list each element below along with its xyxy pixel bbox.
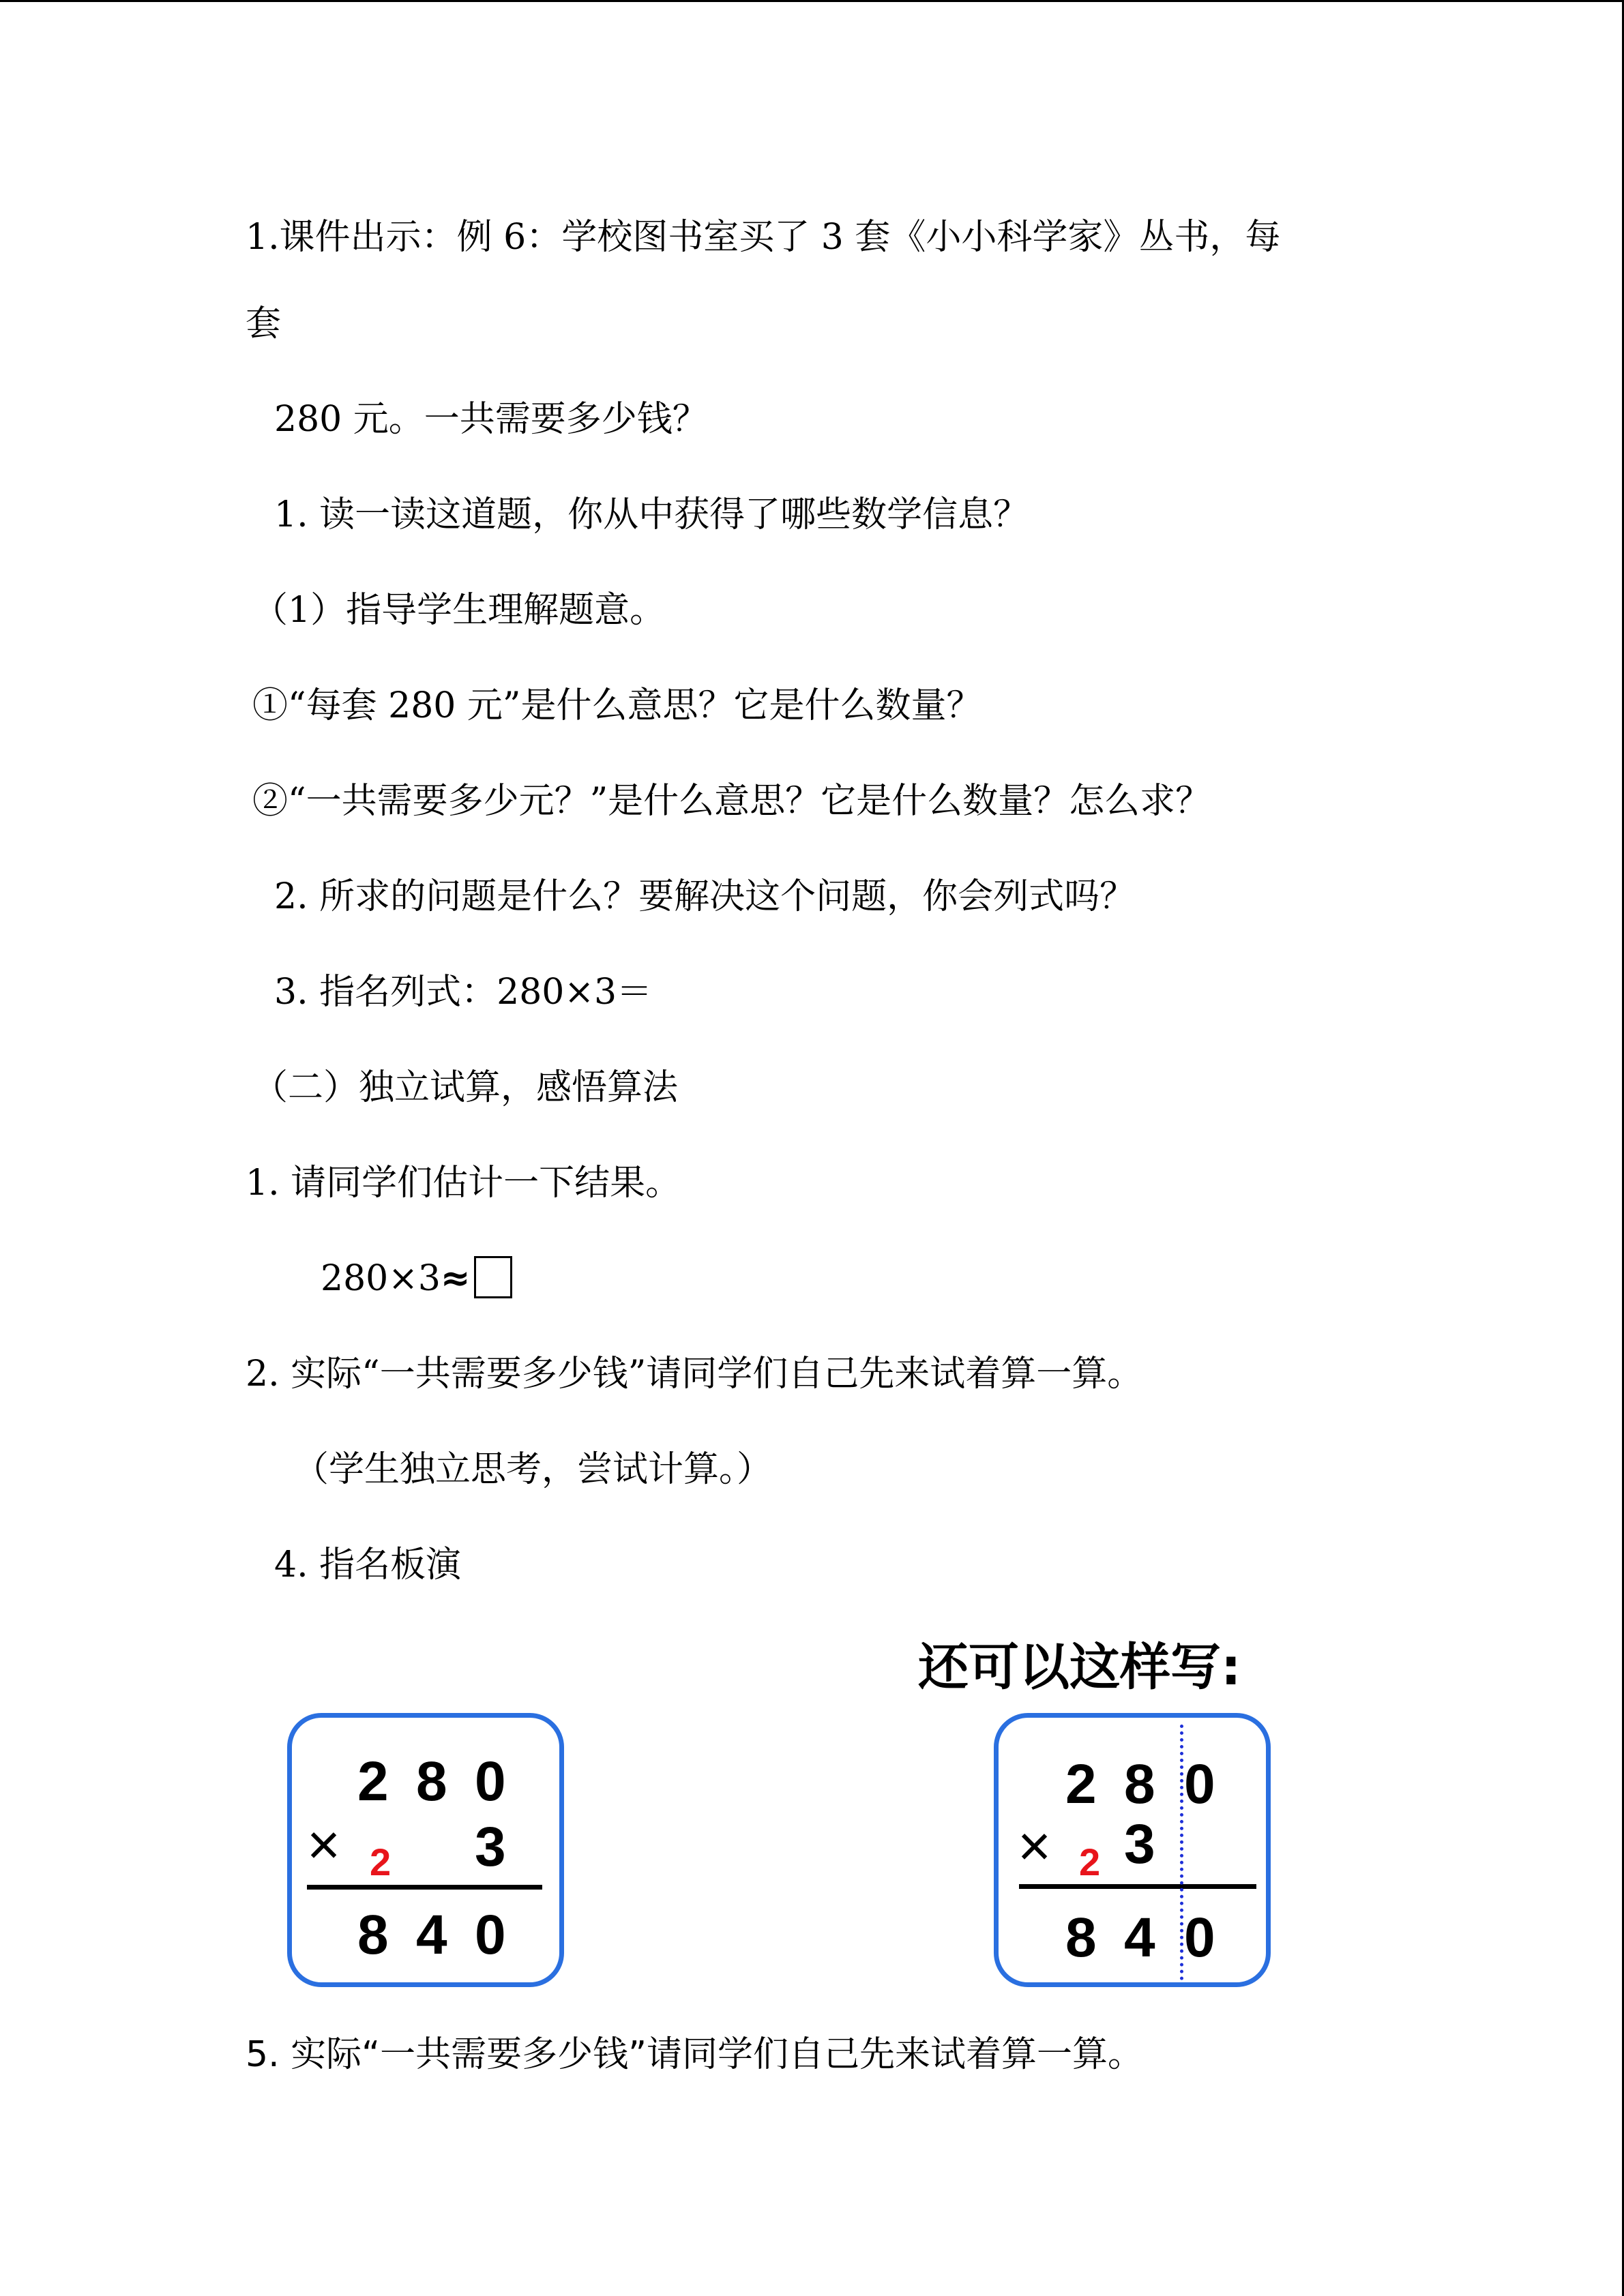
card2-result-rule [1019,1884,1256,1889]
card2-times-sign: × [1018,1814,1052,1878]
card2-top-digit-ones: 0 [1184,1753,1215,1815]
card1-top-digit-hundreds: 2 [357,1750,389,1813]
card1-result-digit-hundreds: 8 [357,1904,389,1966]
text-line-15: 4. 指名板演 [274,1545,462,1585]
card2-result-digit-tens: 4 [1124,1907,1155,1969]
card1-result-digit-tens: 4 [416,1904,447,1966]
card2-result-digit-hundreds: 8 [1065,1907,1097,1969]
card2-top-digit-hundreds: 2 [1065,1753,1097,1815]
estimate-expression: 280×3 [321,1258,441,1299]
card1-result-digit-ones: 0 [475,1904,506,1966]
text-line-14: （学生独立思考，尝试计算。） [293,1449,773,1490]
card1-top-digit-ones: 0 [475,1750,506,1813]
card2-top-digit-tens: 8 [1124,1753,1155,1815]
approx-sign: ≈ [440,1258,471,1299]
card1-times-sign: × [307,1813,341,1877]
text-line-3: 280 元。一共需要多少钱？ [274,399,708,440]
answer-box [474,1256,512,1298]
section-heading: （二）独立试算，感悟算法 [252,1067,679,1108]
text-line-1: 1.课件出示：例 6：学校图书室买了 3 套《小小科学家》丛书，每 [246,217,1281,258]
vertical-multiplication-card-1 [287,1713,564,1987]
card2-result-digit-ones: 0 [1184,1907,1215,1969]
text-line-16: 5. 实际“一共需要多少钱”请同学们自己先来试着算一算。 [246,2034,1144,2075]
text-line-9: 3. 指名列式：280×3＝ [274,972,653,1013]
page-top-border [0,0,1624,2]
estimate-line [321,1255,512,1302]
vertical-multiplication-card-2 [994,1713,1271,1987]
text-line-4: 1. 读一读这道题，你从中获得了哪些数学信息？ [274,494,1029,535]
card1-carry-digit: 2 [370,1840,392,1883]
card2-carry-digit: 2 [1079,1840,1101,1883]
card1-multiplier: 3 [475,1816,506,1878]
card2-multiplier: 3 [1124,1813,1155,1875]
card2-dotted-divider [1180,1725,1183,1980]
text-line-13: 2. 实际“一共需要多少钱”请同学们自己先来试着算一算。 [246,1354,1143,1395]
text-line-7: ②“一共需要多少元？”是什么意思？它是什么数量？怎么求？ [252,781,1211,822]
card1-top-digit-tens: 8 [416,1750,447,1813]
text-line-2: 套 [246,303,282,344]
card1-result-rule [307,1885,542,1890]
text-line-5: （1）指导学生理解题意。 [252,590,666,631]
text-line-11: 1. 请同学们估计一下结果。 [246,1163,681,1204]
figure-caption: 还可以这样写: [918,1638,1241,1697]
text-line-8: 2. 所求的问题是什么？要解决这个问题，你会列式吗？ [274,876,1136,917]
text-line-6: ①“每套 280 元”是什么意思？它是什么数量？ [252,685,982,726]
